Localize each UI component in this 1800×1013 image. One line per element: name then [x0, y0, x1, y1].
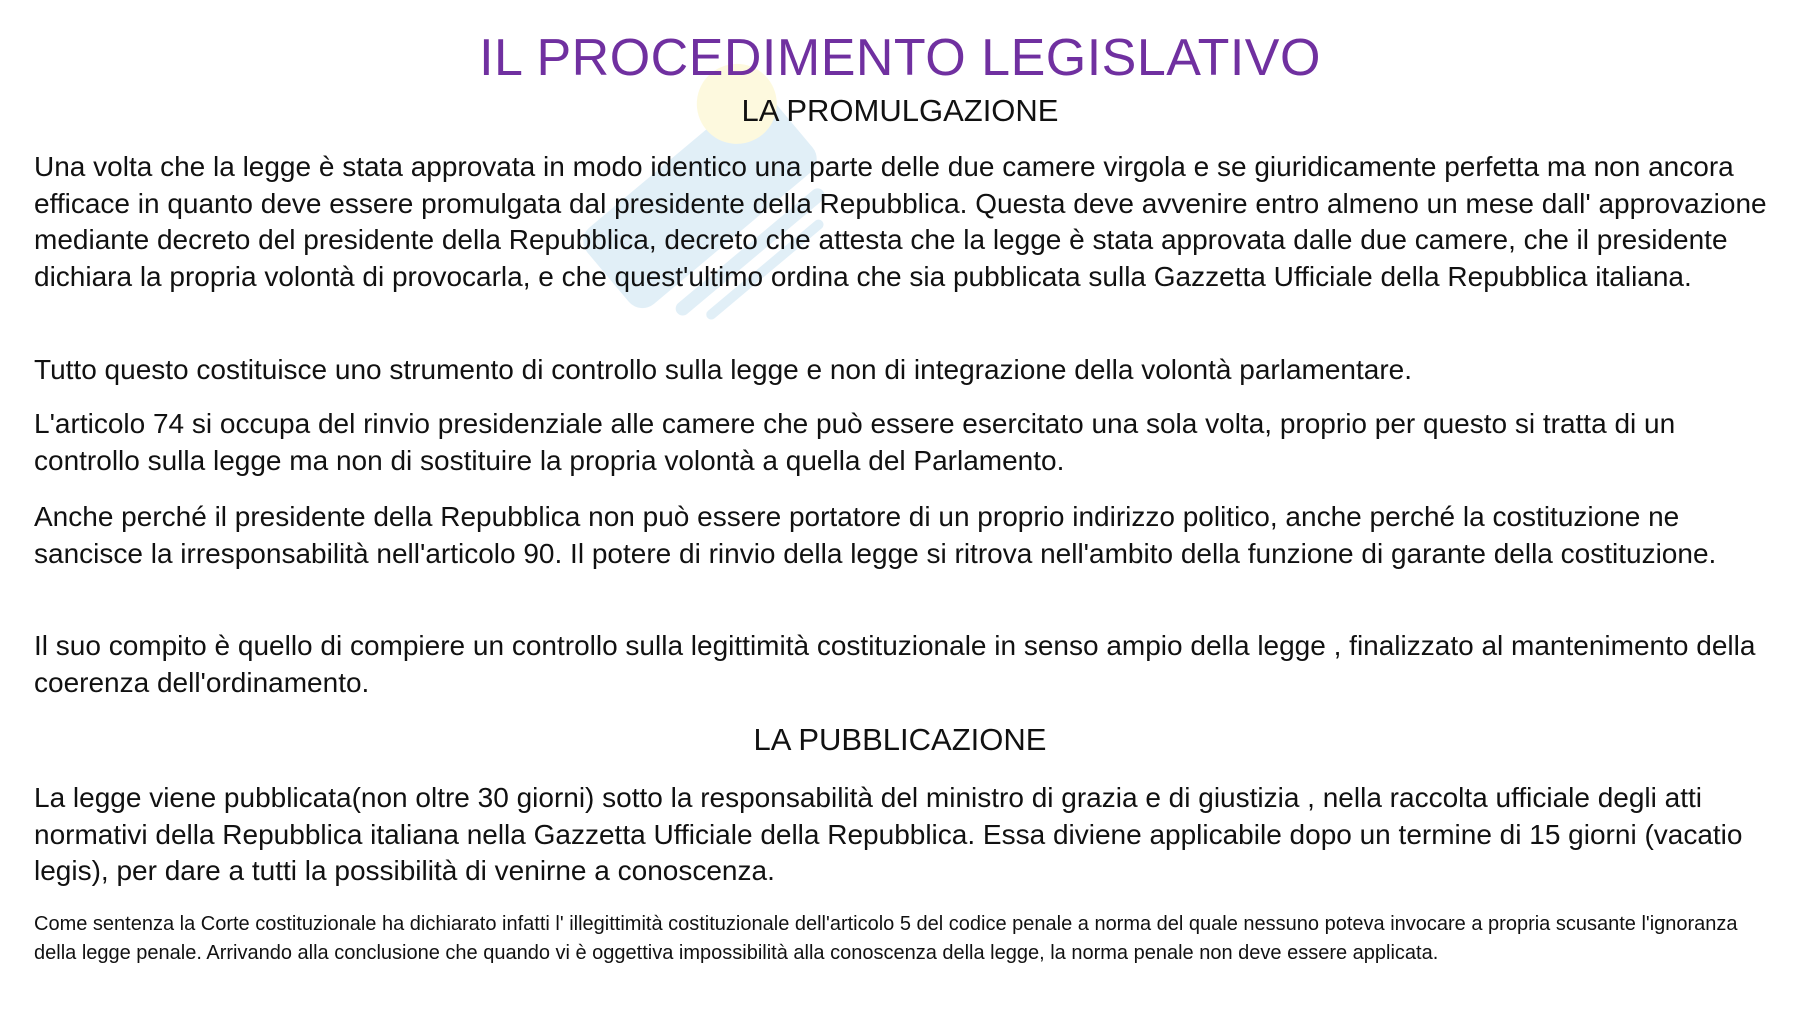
page-title: IL PROCEDIMENTO LEGISLATIVO — [479, 29, 1321, 87]
section-heading-pubblicazione: LA PUBBLICAZIONE — [753, 722, 1047, 757]
paragraph: Una volta che la legge è stata approvata in modo identico una parte delle due camere virgola e se giuridicamente perfetta ma non ancora efficace in quanto deve essere promulgata dal presidente della Repubblica. Questa deve avvenire entro almeno un mese dall' approvazione mediante decreto del presidente della Repubblica, decreto che attesta che la legge è stata approvata dalle due camere, che il presidente dichiara la propria volontà di provocarla, e che quest'ultimo ordina che sia pubblicata sulla Gazzetta Ufficiale della Repubblica italiana. — [34, 151, 1767, 292]
footnote: Come sentenza la Corte costituzionale ha dichiarato infatti l' illegittimità costituzionale dell'articolo 5 del codice penale a norma del quale nessuno poteva invocare a propria scusante l'ignoranza della legge penale. Arrivando alla conclusione che quando vi è oggettiva impossibilità alla conoscenza della legge, la norma penale non deve essere applicata. — [34, 913, 1738, 964]
paragraph: L'articolo 74 si occupa del rinvio presidenziale alle camere che può essere esercitato una sola volta, proprio per questo si tratta di un controllo sulla legge ma non di sostituire la propria volontà a quella del Parlamento. — [34, 408, 1676, 476]
paragraph: Tutto questo costituisce uno strumento di controllo sulla legge e non di integrazione della volontà parlamentare. — [34, 354, 1413, 385]
paragraph: La legge viene pubblicata(non oltre 30 giorni) sotto la responsabilità del ministro di grazia e di giustizia , nella raccolta ufficiale degli atti normativi della Repubblica italiana nella Gazzetta Ufficiale della Repubblica. Essa diviene applicabile dopo un termine di 15 giorni (vacatio legis), per dare a tutti la possibilità di venirne a conoscenza. — [34, 782, 1743, 886]
paragraph: Anche perché il presidente della Repubblica non può essere portatore di un proprio indirizzo politico, anche perché la costituzione ne sancisce la irresponsabilità nell'articolo 90. Il potere di rinvio della legge si ritrova nell'ambito della funzione di garante della costituzione. — [34, 501, 1717, 569]
section-heading-promulgazione: LA PROMULGAZIONE — [741, 93, 1059, 128]
paragraph: Il suo compito è quello di compiere un controllo sulla legittimità costituzionale in senso ampio della legge , finalizzato al mantenimento della coerenza dell'ordinamento. — [34, 630, 1756, 698]
